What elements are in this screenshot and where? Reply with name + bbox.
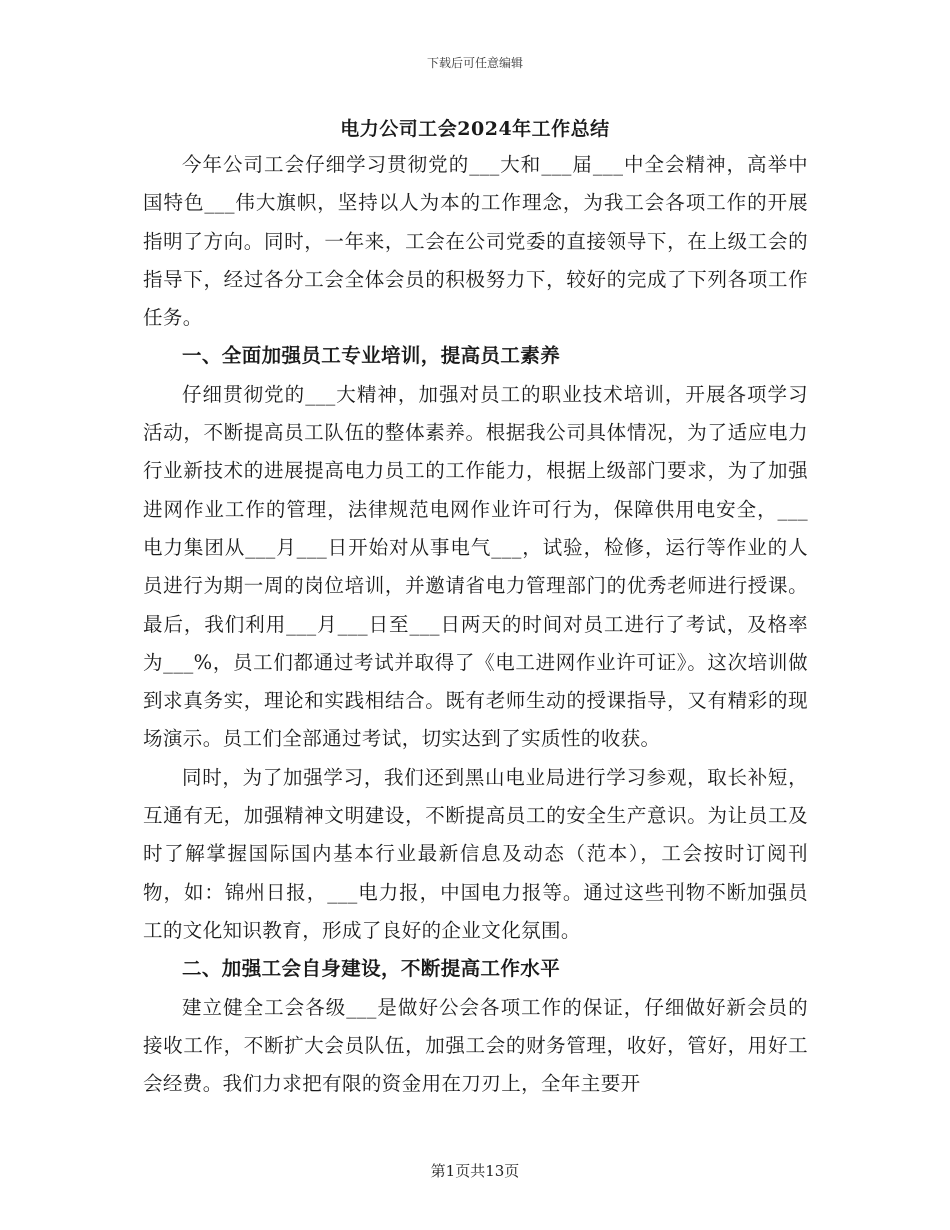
paragraph-intro: 今年公司工会仔细学习贯彻党的___大和___届___中全会精神，高举中国特色___伟大旗帜，坚持以人为本的工作理念，为我工会各项工作的开展指明了方向。同时，一年来，工会在公司党委的直接领导下，在上级工会的指导下，经过各分工会全体会员的积极努力下，较好的完成了下列各项工作任务。 [143, 153, 808, 330]
paragraph-study: 同时，为了加强学习，我们还到黑山电业局进行学习参观，取长补短，互通有无，加强精神文明建设，不断提高员工的安全生产意识。为让员工及时了解掌握国际国内基本行业最新信息及动态（范本），工会按时订阅刊物，如：锦州日报，___电力报，中国电力报等。通过这些刊物不断加强员工的文化知识教育，形成了良好的企业文化氛围。 [143, 765, 808, 942]
document-title: 电力公司工会2024年工作总结 [340, 118, 610, 140]
page-footer: 第1页共13页 [430, 1162, 520, 1180]
header-note: 下载后可任意编辑 [426, 56, 523, 70]
section-heading-1: 一、全面加强员工专业培训，提高员工素养 [182, 344, 561, 368]
section-heading-2: 二、加强工会自身建设，不断提高工作水平 [182, 957, 561, 981]
paragraph-training: 仔细贯彻党的___大精神，加强对员工的职业技术培训，开展各项学习活动，不断提高员工队伍的整体素养。根据我公司具体情况，为了适应电力行业新技术的进展提高电力员工的工作能力，根据上级部门要求，为了加强进网作业工作的管理，法律规范电网作业许可行为，保障供用电安全，___电力集团从___月___日开始对从事电气___，试验，检修，运行等作业的人员进行为期一周的岗位培训，并邀请省电力管理部门的优秀老师进行授课。最后，我们利用___月___日至___日两天的时间对员工进行了考试，及格率为___%，员工们都通过考试并取得了《电工进网作业许可证》。这次培训做到求真务实，理论和实践相结合。既有老师生动的授课指导，又有精彩的现场演示。员工们全部通过考试，切实达到了实质性的收获。 [143, 382, 808, 751]
document-body [143, 146, 808, 1103]
paragraph-union-building: 建立健全工会各级___是做好公会各项工作的保证，仔细做好新会员的接收工作，不断扩大会员队伍，加强工会的财务管理，收好，管好，用好工会经费。我们力求把有限的资金用在刀刃上，全年主要开 [143, 995, 808, 1096]
